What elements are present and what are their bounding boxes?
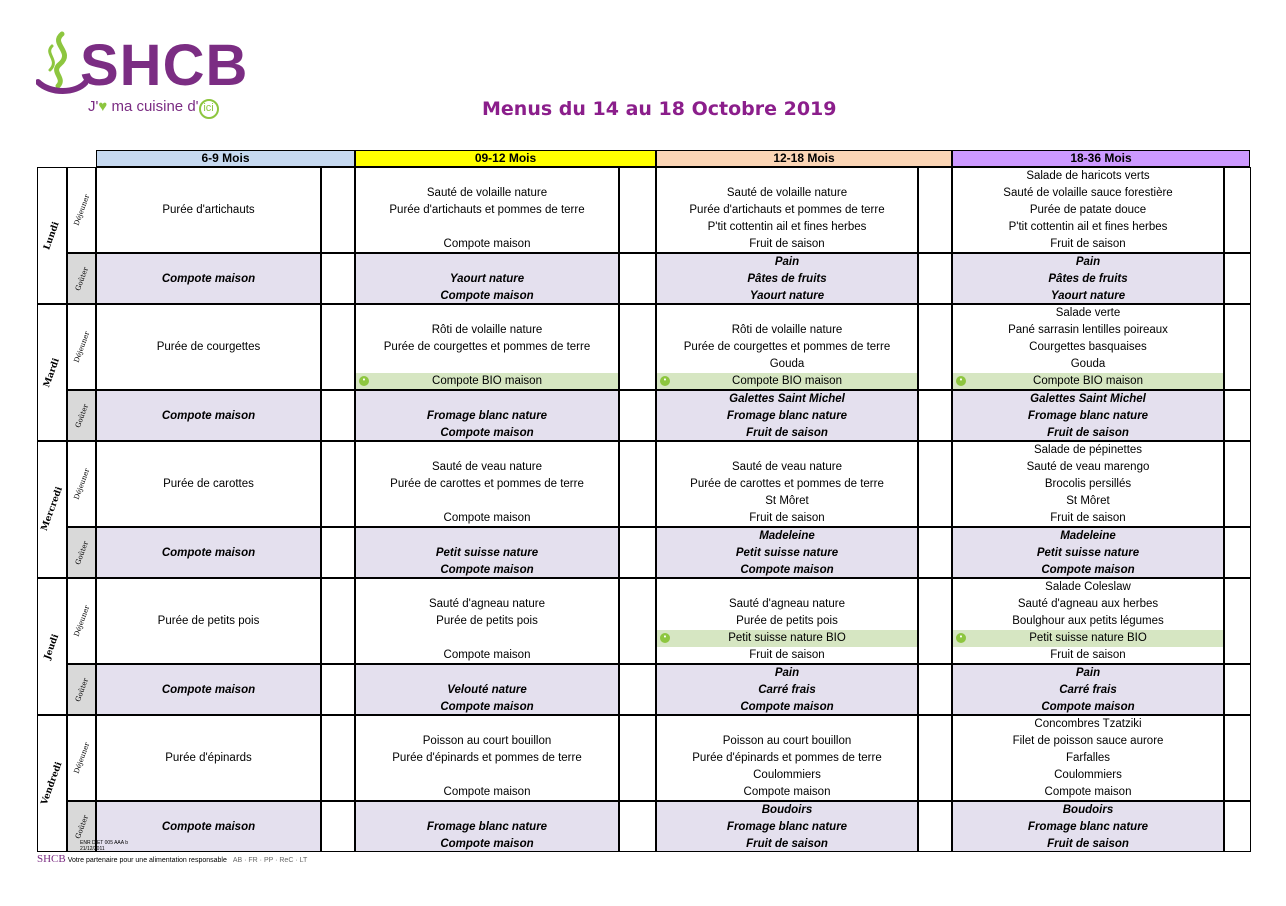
menu-item: Sauté d'agneau nature [728,598,846,610]
snack-label-cell [67,253,96,304]
menu-item-text: Petit suisse nature BIO [1029,632,1147,644]
bio-leaf-icon: • [956,376,966,386]
menu-item: Carré frais [758,684,816,696]
spacer-cell [619,527,656,578]
menu-item: Courgettes basquaises [1029,341,1147,353]
menu-item: Compote maison [440,427,534,439]
menu-item: Fromage blanc nature [726,410,848,422]
day-name: Mardi [42,356,62,389]
menu-item: Fruit de saison [1047,427,1129,439]
ici-badge: ici [199,99,219,119]
menu-item: Sauté de volaille nature [726,187,848,199]
snack-menu-cell [355,253,619,304]
lunch-menu-cell [96,578,321,664]
snack-label: Goûter [74,813,90,840]
day-cell [37,304,67,441]
spacer-cell [918,304,952,390]
menu-item: Purée de courgettes et pommes de terre [683,341,891,353]
spacer-cell [918,390,952,441]
snack-label: Goûter [74,265,90,292]
menu-item-text: Petit suisse nature BIO [728,632,846,644]
lunch-menu-cell [952,304,1224,390]
column-header: 12-18 Mois [656,150,952,167]
lunch-menu-cell [656,715,918,801]
menu-item: Sauté de volaille nature [426,187,548,199]
menu-item-text: Compote BIO maison [432,375,542,387]
menu-item: Boudoirs [1062,804,1114,816]
menu-item: Compote maison [440,290,534,302]
column-header: 18-36 Mois [952,150,1250,167]
spacer-cell [918,578,952,664]
lunch-menu-cell [656,578,918,664]
menu-item: Compote maison [443,512,531,524]
menu-item: Velouté nature [447,684,527,696]
menu-item: Yaourt nature [449,273,525,285]
column-header: 6-9 Mois [96,150,355,167]
menu-item: Fromage blanc nature [726,821,848,833]
bio-leaf-icon: • [359,376,369,386]
menu-item: Poisson au court bouillon [722,735,852,747]
lunch-menu-cell [656,441,918,527]
menu-item: Yaourt nature [1050,290,1126,302]
spacer-cell [321,253,355,304]
spacer-cell [321,578,355,664]
snack-menu-cell [952,390,1224,441]
shcb-logo [36,30,251,126]
lunch-menu-cell [96,441,321,527]
bio-menu-item [953,630,1223,647]
spacer-cell [1224,390,1251,441]
menu-item: Purée d'artichauts [162,204,255,216]
menu-item: Compote maison [440,701,534,713]
snack-menu-cell [96,664,321,715]
menu-item: P'tit cottentin ail et fines herbes [707,221,867,233]
snack-label-cell [67,527,96,578]
menu-item: Pâtes de fruits [747,273,827,285]
certification-labels: AB · FR · PP · ReC · LT [232,857,308,864]
menu-item: Pain [774,667,800,679]
menu-item: Purée d'épinards [165,752,252,764]
menu-item: Fruit de saison [749,238,825,250]
bio-leaf-icon: • [660,376,670,386]
spacer-cell [918,715,952,801]
snack-menu-cell [656,390,918,441]
menu-item: Sauté de veau nature [432,461,542,473]
menu-item: Purée d'épinards et pommes de terre [692,752,882,764]
snack-menu-cell [656,253,918,304]
menu-item: Pâtes de fruits [1048,273,1128,285]
snack-label-cell [67,390,96,441]
lunch-menu-cell [952,441,1224,527]
lunch-menu-cell [355,167,619,253]
spacer-cell [321,801,355,852]
menu-item: Sauté d'agneau nature [428,598,546,610]
snack-label-cell [67,664,96,715]
menu-item: Compote maison [1041,564,1135,576]
menu-item: Carré frais [1059,684,1117,696]
lunch-label-cell [67,167,96,253]
menu-item: Pain [1075,667,1101,679]
menu-item: Filet de poisson sauce aurore [1012,735,1164,747]
column-header: 09-12 Mois [355,150,656,167]
spacer-cell [321,715,355,801]
spacer-cell [918,167,952,253]
spacer-cell [619,441,656,527]
lunch-menu-cell [355,715,619,801]
lunch-label: Déjeuner [72,604,92,638]
menu-item: Purée de carottes et pommes de terre [690,478,884,490]
lunch-menu-cell [96,304,321,390]
menu-item: Rôti de volaille nature [431,324,543,336]
menu-item: Coulommiers [1054,769,1122,781]
menu-item-text: Compote BIO maison [1033,375,1143,387]
spacer-cell [619,167,656,253]
day-name: Jeudi [42,632,62,661]
day-cell [37,578,67,715]
day-name: Vendredi [39,760,65,806]
menu-item: Sauté de veau nature [732,461,842,473]
menu-item: Fromage blanc nature [426,821,548,833]
menu-item: Madeleine [1060,530,1116,542]
lunch-menu-cell [952,715,1224,801]
menu-item: Fruit de saison [749,512,825,524]
menu-item: Compote maison [161,684,256,696]
menu-item: Compote maison [161,410,256,422]
menu-item: Madeleine [759,530,815,542]
spacer-cell [918,253,952,304]
spacer-cell [619,664,656,715]
menu-item: Pain [774,256,800,268]
spacer-cell [619,578,656,664]
spacer-cell [619,304,656,390]
menu-item: Salade de haricots verts [1026,170,1150,182]
menu-item: Compote maison [161,273,256,285]
logo-wordmark: SHCB [80,33,249,98]
menu-item: Concombres Tzatziki [1034,718,1142,730]
bio-menu-item [356,373,618,390]
spacer-cell [321,527,355,578]
heart-icon: ♥ [98,98,108,115]
bio-leaf-icon: • [660,633,670,643]
lunch-label-cell [67,578,96,664]
menu-item: Fruit de saison [1050,512,1126,524]
snack-menu-cell [96,390,321,441]
bio-leaf-icon: • [956,633,966,643]
lunch-menu-cell [96,715,321,801]
lunch-label: Déjeuner [72,467,92,501]
menu-item: Purée de courgettes et pommes de terre [383,341,591,353]
menu-item: Gouda [1070,358,1106,370]
spacer-cell [918,441,952,527]
spacer-cell [321,664,355,715]
bio-menu-item [657,630,917,647]
lunch-label-cell [67,304,96,390]
menu-item: Compote maison [161,821,256,833]
spacer-cell [918,801,952,852]
spacer-cell [321,441,355,527]
menu-item: Galettes Saint Michel [1030,393,1146,405]
lunch-menu-cell [656,167,918,253]
menu-item: Purée d'artichauts et pommes de terre [689,204,885,216]
lunch-menu-cell [355,304,619,390]
spacer-cell [918,664,952,715]
menu-item: Pané sarrasin lentilles poireaux [1008,324,1168,336]
menu-item: Compote maison [443,649,531,661]
menu-item: Compote maison [443,238,531,250]
menu-item: Fromage blanc nature [1027,821,1149,833]
lunch-label-cell [67,715,96,801]
footer-brand: SHCB [37,853,66,865]
menu-item: Purée de petits pois [736,615,838,627]
menu-item: Petit suisse nature [735,547,839,559]
menu-item: Yaourt nature [749,290,825,302]
menu-item: Sauté de veau marengo [1026,461,1150,473]
snack-menu-cell [952,801,1224,852]
menu-item: Brocolis persillés [1044,478,1132,490]
menu-item: Poisson au court bouillon [422,735,552,747]
menu-item: Compote maison [740,701,834,713]
menu-item: Fruit de saison [1047,838,1129,850]
menu-item: Salade de pépinettes [1033,444,1143,456]
spacer-cell [619,253,656,304]
menu-item: Boulghour aux petits légumes [1012,615,1164,627]
lunch-menu-cell [355,441,619,527]
bio-menu-item [953,373,1223,390]
snack-menu-cell [656,527,918,578]
spacer-cell [1224,715,1251,801]
menu-item: Fruit de saison [746,838,828,850]
menu-item: Purée de carottes [163,478,254,490]
day-cell [37,715,67,852]
menu-item: Purée de carottes et pommes de terre [390,478,584,490]
menu-item: Boudoirs [761,804,813,816]
snack-menu-cell [952,253,1224,304]
spacer-cell [918,527,952,578]
spacer-cell [1224,304,1251,390]
menu-item: Farfalles [1065,752,1111,764]
menu-item: Compote maison [161,547,256,559]
snack-menu-cell [96,253,321,304]
footer [37,853,497,867]
menu-item: Sauté de volaille sauce forestière [1003,187,1173,199]
logo-tagline: J'♥ ma cuisine d' ici [88,98,219,119]
spacer-cell [321,167,355,253]
menu-item: Purée de petits pois [436,615,538,627]
snack-menu-cell [656,801,918,852]
day-cell [37,167,67,304]
spacer-cell [619,801,656,852]
menu-item: Fruit de saison [749,649,825,661]
snack-menu-cell [96,801,321,852]
menu-item: Compote maison [743,786,831,798]
menu-item: P'tit cottentin ail et fines herbes [1008,221,1168,233]
spacer-cell [619,715,656,801]
lunch-menu-cell [952,167,1224,253]
menu-item: Fromage blanc nature [1027,410,1149,422]
lunch-label: Déjeuner [72,741,92,775]
menu-item: Petit suisse nature [435,547,539,559]
lunch-menu-cell [656,304,918,390]
snack-label: Goûter [74,402,90,429]
menu-item: Compote maison [740,564,834,576]
snack-menu-cell [355,527,619,578]
menu-item: Fruit de saison [1050,649,1126,661]
menu-item: Purée de petits pois [157,615,260,627]
document-reference: ENR DIET 005 AAA b 21/12/2011 [80,840,128,852]
spacer-cell [1224,578,1251,664]
lunch-label-cell [67,441,96,527]
page-title: Menus du 14 au 18 Octobre 2019 [482,98,837,120]
snack-menu-cell [355,801,619,852]
spacer-cell [1224,253,1251,304]
menu-item: Coulommiers [753,769,821,781]
menu-item: St Môret [765,495,809,507]
menu-item: Salade verte [1055,307,1121,319]
spacer-cell [1224,664,1251,715]
menu-item: Compote maison [1044,786,1132,798]
menu-item: Purée de courgettes [156,341,261,353]
spacer-cell [1224,527,1251,578]
lunch-menu-cell [355,578,619,664]
menu-item: St Môret [1066,495,1110,507]
menu-item: Salade Coleslaw [1045,581,1131,593]
menu-item: Compote maison [1041,701,1135,713]
spacer-cell [619,390,656,441]
menu-item: Purée d'artichauts et pommes de terre [389,204,585,216]
menu-item: Compote maison [443,786,531,798]
spacer-cell [321,304,355,390]
menu-item: Purée de patate douce [1029,204,1147,216]
spacer-cell [1224,801,1251,852]
spacer-cell [321,390,355,441]
menu-item: Purée d'épinards et pommes de terre [392,752,582,764]
snack-menu-cell [96,527,321,578]
menu-item: Petit suisse nature [1036,547,1140,559]
snack-menu-cell [952,527,1224,578]
day-name: Mercredi [39,485,65,532]
spacer-cell [1224,441,1251,527]
menu-item: Fromage blanc nature [426,410,548,422]
snack-menu-cell [355,390,619,441]
lunch-menu-cell [96,167,321,253]
snack-label: Goûter [74,539,90,566]
menu-item: Fruit de saison [746,427,828,439]
menu-item: Galettes Saint Michel [729,393,845,405]
lunch-menu-cell [952,578,1224,664]
day-cell [37,441,67,578]
snack-menu-cell [952,664,1224,715]
menu-item: Rôti de volaille nature [731,324,843,336]
menu-item: Compote maison [440,838,534,850]
lunch-label: Déjeuner [72,193,92,227]
snack-menu-cell [656,664,918,715]
snack-menu-cell [355,664,619,715]
menu-item: Gouda [769,358,805,370]
bio-menu-item [657,373,917,390]
footer-text: Votre partenaire pour une alimentation responsable [67,857,227,864]
day-name: Lundi [42,220,62,251]
menu-item-text: Compote BIO maison [732,375,842,387]
menu-item: Compote maison [440,564,534,576]
lunch-label: Déjeuner [72,330,92,364]
menu-item: Pain [1075,256,1101,268]
menu-item: Sauté d'agneau aux herbes [1017,598,1159,610]
snack-label: Goûter [74,676,90,703]
menu-item: Fruit de saison [1050,238,1126,250]
spacer-cell [1224,167,1251,253]
